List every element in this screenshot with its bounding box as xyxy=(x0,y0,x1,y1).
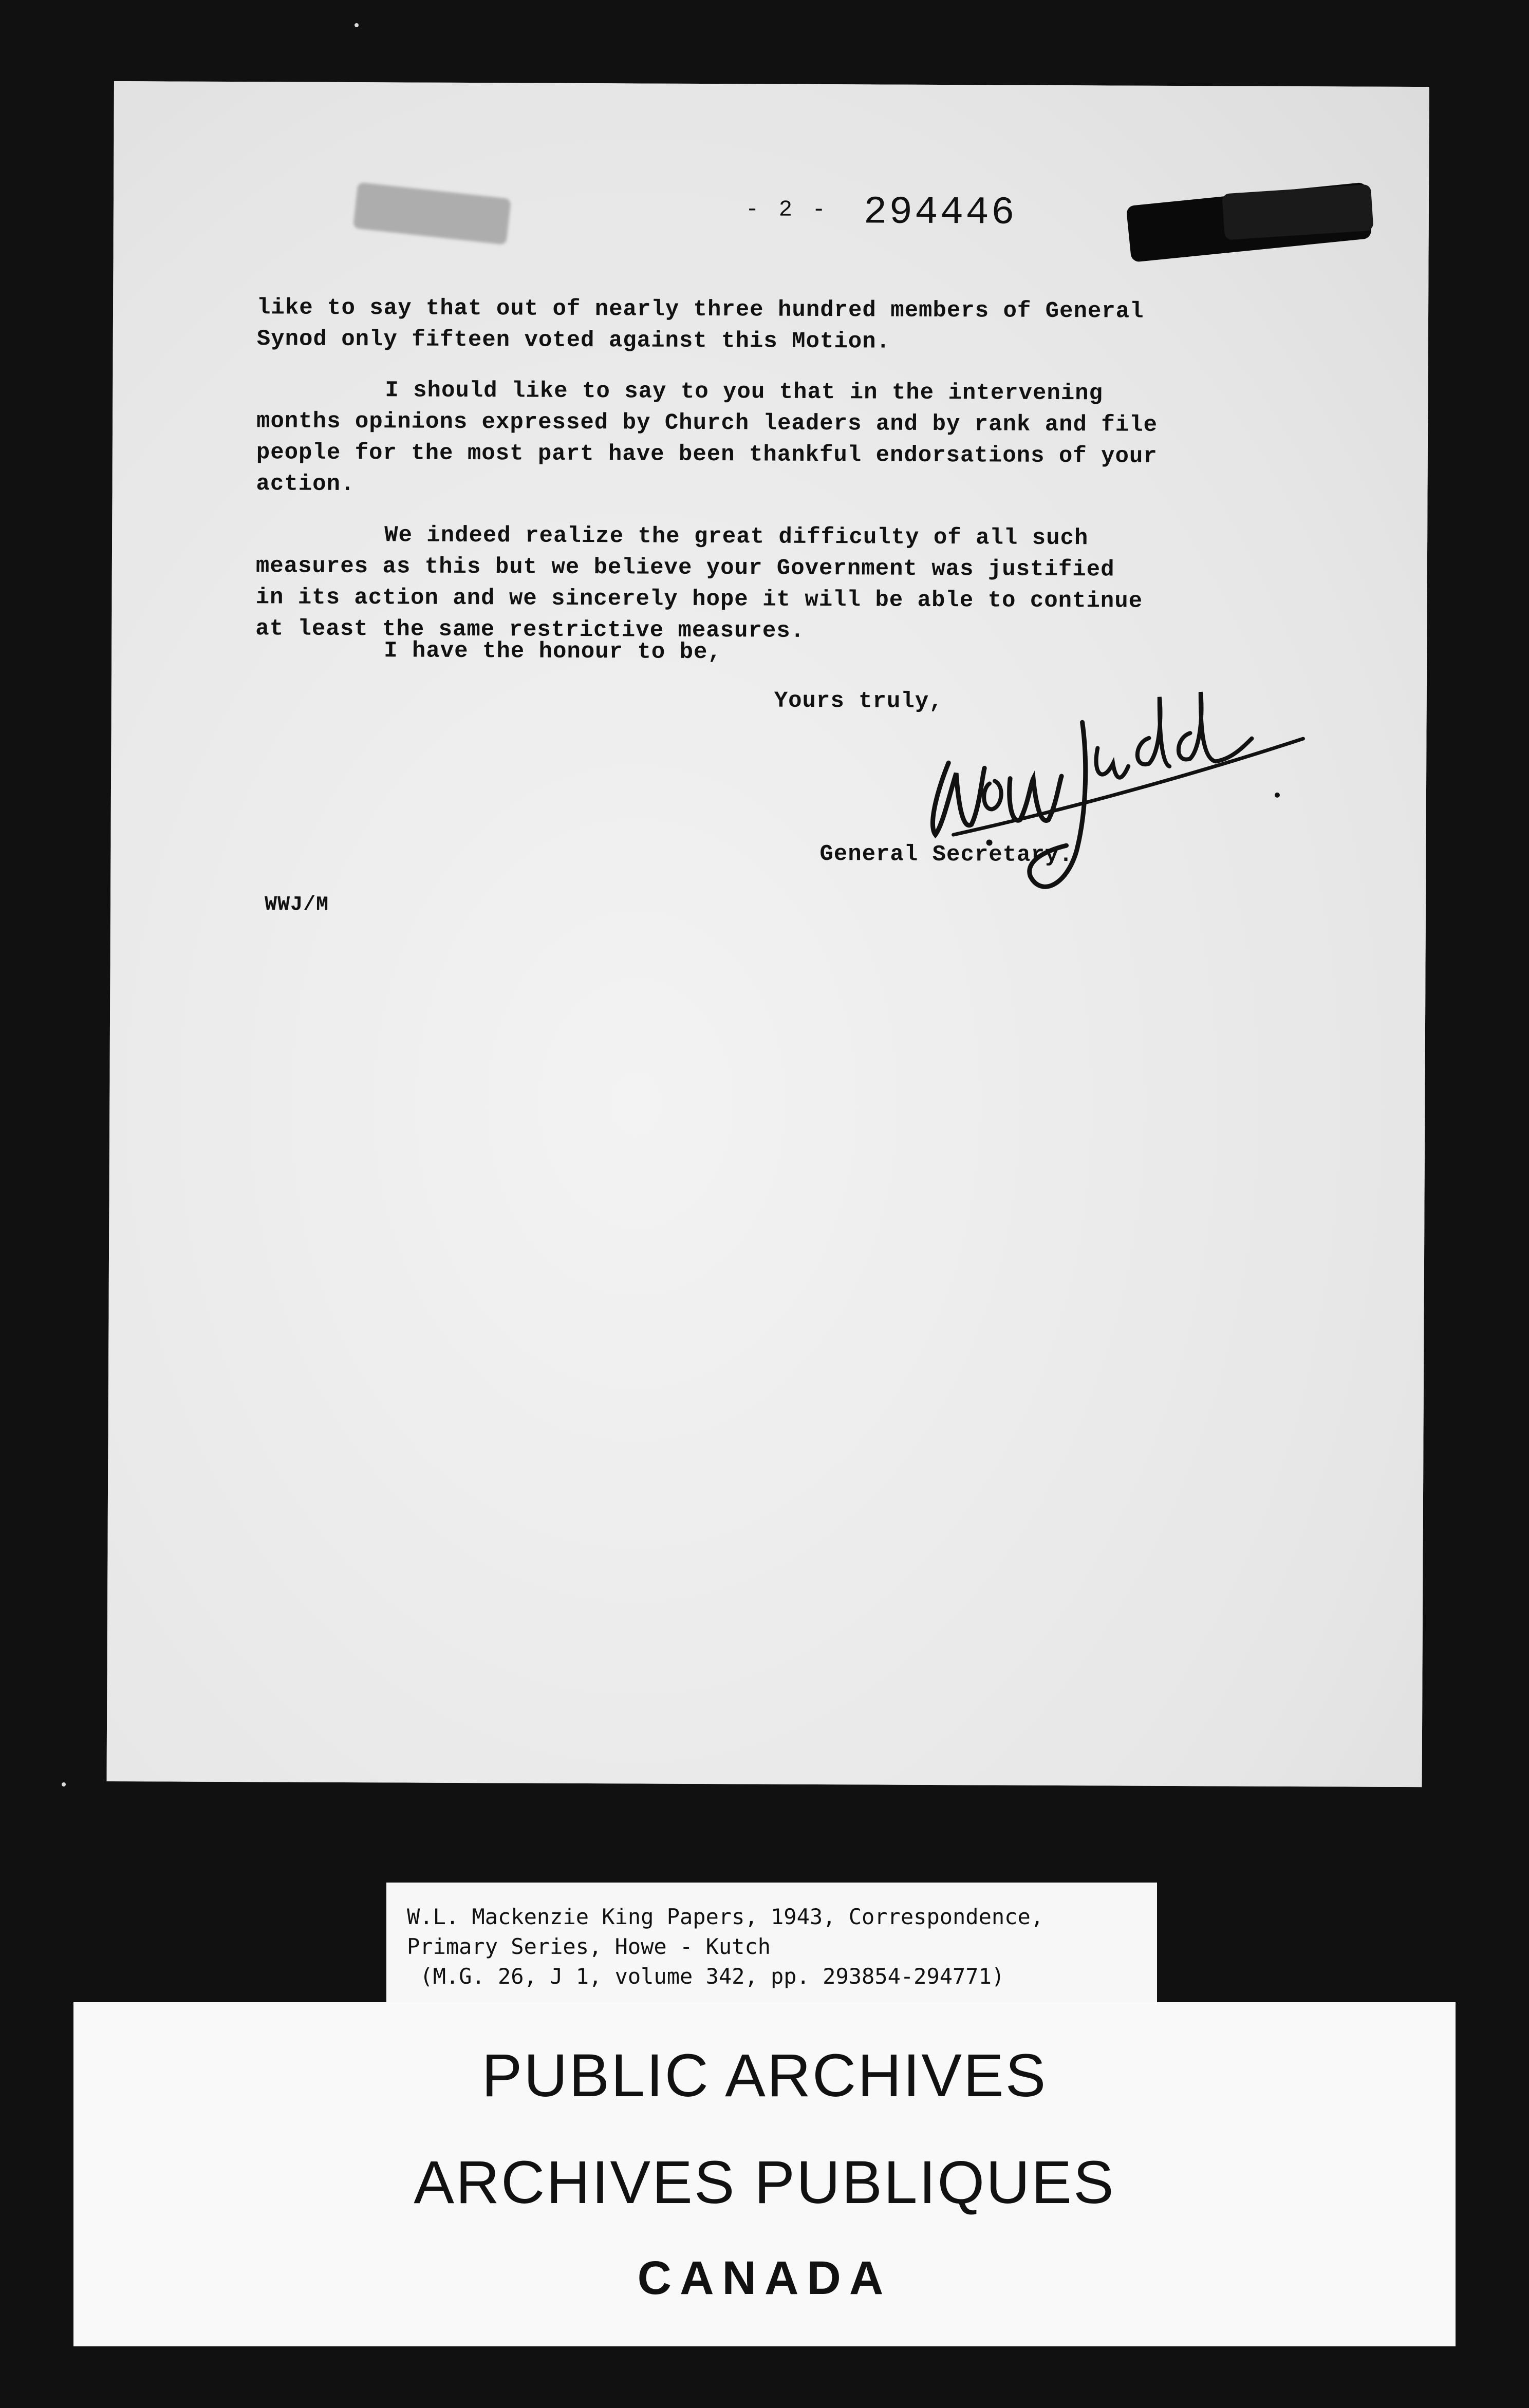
letter-body xyxy=(255,292,1284,669)
reference-line-2: Primary Series, Howe - Kutch xyxy=(407,1934,771,1959)
paragraph-3: We indeed realize the great difficulty of all such measures as this but we believe your Government was justified in its action and we sincerely hope it will be able to continue at least the same restrictive measures. xyxy=(255,522,1143,644)
faded-stamp-mark xyxy=(353,182,511,245)
reference-line-1: W.L. Mackenzie King Papers, 1943, Correspondence, xyxy=(407,1904,1044,1929)
film-speck xyxy=(355,23,359,27)
archives-title-french: ARCHIVES PUBLIQUES xyxy=(414,2149,1115,2216)
valediction: Yours truly, xyxy=(774,688,943,715)
paragraph-2: I should like to say to you that in the intervening months opinions expressed by Church leaders and by rank and file people for the most part have been thankful endorsations of your action. xyxy=(256,378,1158,498)
archives-title-english: PUBLIC ARCHIVES xyxy=(481,2042,1048,2110)
reference-line-3: (M.G. 26, J 1, volume 342, pp. 293854-294771) xyxy=(407,1964,1005,1989)
redaction-block-overlay xyxy=(1222,184,1373,240)
archives-country: CANADA xyxy=(637,2252,892,2304)
handwritten-signature xyxy=(861,654,1324,924)
paragraph-1: like to say that out of nearly three hundred members of General Synod only fifteen voted against this Motion. xyxy=(256,295,1144,355)
closing-line: I have the honour to be, xyxy=(384,638,722,666)
typist-initials: WWJ/M xyxy=(264,893,329,917)
letter-page xyxy=(107,81,1429,1787)
film-speck xyxy=(62,1782,66,1786)
reference-label-card xyxy=(386,1883,1157,2006)
archives-label-card xyxy=(73,2002,1456,2346)
page-number-marker: - 2 - xyxy=(745,197,829,223)
signatory-title: General Secretary. xyxy=(819,841,1073,869)
document-number: 294446 xyxy=(863,190,1017,235)
